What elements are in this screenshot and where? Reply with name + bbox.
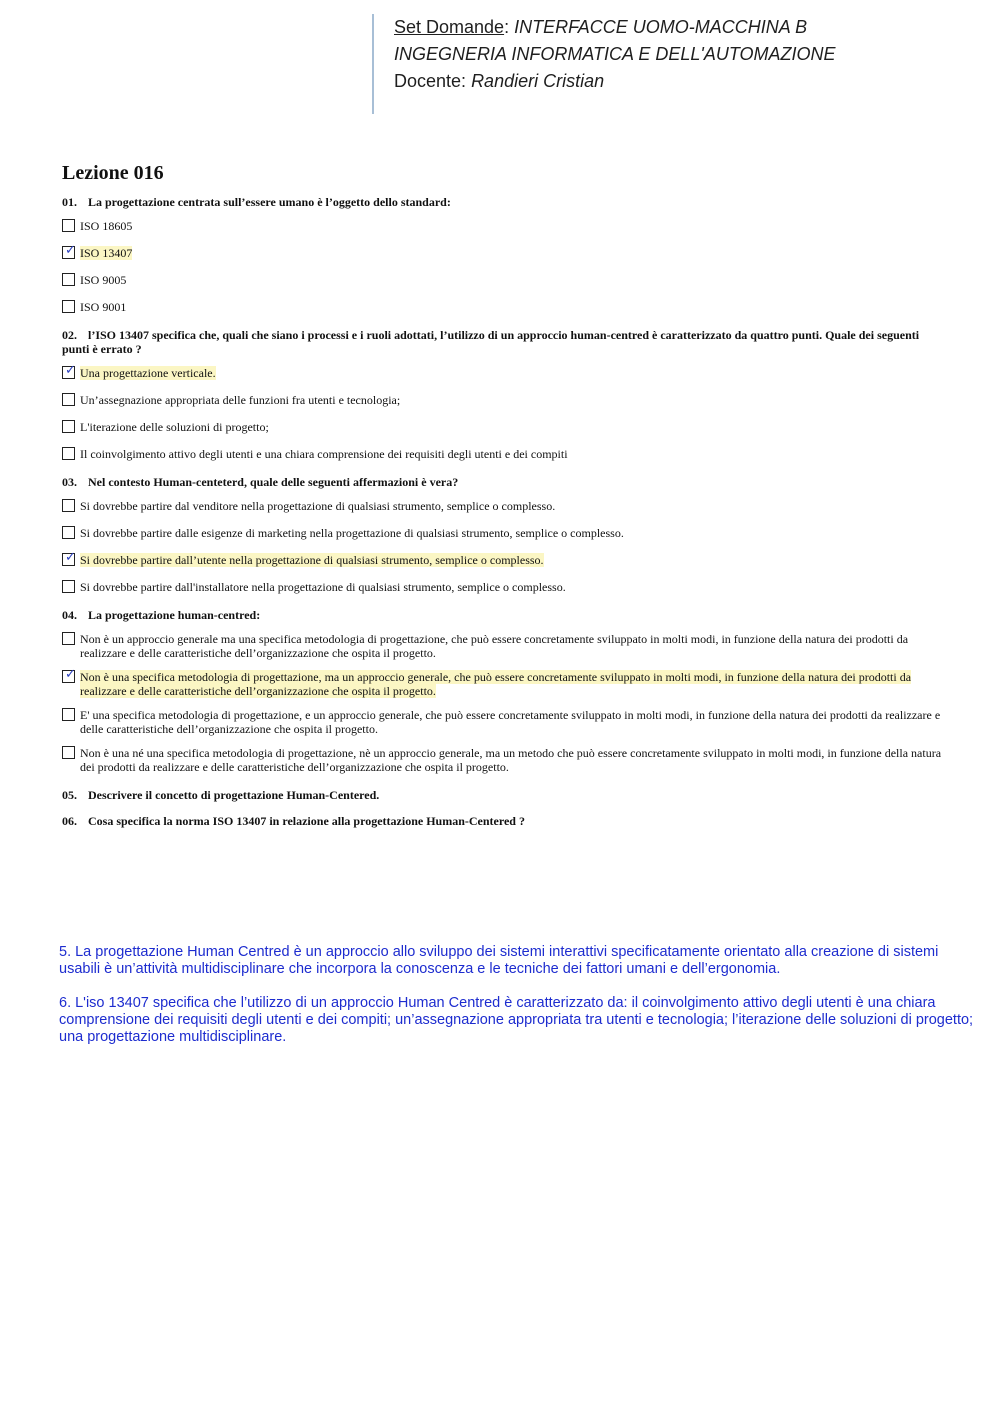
checkbox-icon[interactable] xyxy=(62,708,75,721)
option-label: Si dovrebbe partire dalle esigenze di marketing nella progettazione di qualsiasi strumento, semplice o complesso. xyxy=(80,526,624,540)
option-label: Una progettazione verticale. xyxy=(80,366,216,380)
question-block xyxy=(62,328,942,461)
lesson-title: Lezione 016 xyxy=(62,162,164,184)
question-number: 03. xyxy=(62,475,77,489)
checkbox-icon[interactable] xyxy=(62,447,75,460)
answer-option xyxy=(62,363,942,380)
course-name: INTERFACCE UOMO-MACCHINA B xyxy=(514,17,808,37)
question-number: 01. xyxy=(62,195,77,209)
answers-section xyxy=(59,944,979,1063)
header-degree-row xyxy=(394,41,954,68)
question-text xyxy=(62,475,942,489)
set-colon: : xyxy=(504,17,510,37)
option-label: ISO 13407 xyxy=(80,246,133,260)
degree-name: INGEGNERIA INFORMATICA E DELL'AUTOMAZIONE xyxy=(394,44,836,64)
answer-option xyxy=(62,300,942,314)
question-number: 04. xyxy=(62,608,77,622)
option-label: ISO 9005 xyxy=(80,273,127,287)
checkbox-icon[interactable] xyxy=(62,393,75,406)
question-block xyxy=(62,195,942,314)
header-teacher-row xyxy=(394,68,954,95)
teacher-label: Docente: xyxy=(394,71,467,91)
check-mark-icon: ✓ xyxy=(65,363,76,378)
answer-option xyxy=(62,708,942,736)
checkbox-icon[interactable] xyxy=(62,667,76,683)
checkbox-icon[interactable] xyxy=(62,300,75,313)
question-label: Nel contesto Human-centeterd, quale delle seguenti affermazioni è vera? xyxy=(88,475,459,489)
check-mark-icon: ✓ xyxy=(65,550,76,565)
question-text xyxy=(62,328,942,356)
option-label: Non è una né una specifica metodologia di progettazione, nè un approccio generale, ma un metodo che può essere concretamente sviluppato in molti modi, in funzione della natura dei prodotti da realizzare e delle caratteristiche dell’organizzazione che ospita il progetto. xyxy=(80,746,942,774)
question-label: La progettazione centrata sull’essere umano è l’oggetto dello standard: xyxy=(88,195,451,209)
check-mark-icon: ✓ xyxy=(65,667,76,682)
checkbox-icon[interactable] xyxy=(62,499,75,512)
checkbox-icon[interactable] xyxy=(62,219,75,232)
answer-option xyxy=(62,420,942,434)
answer-option xyxy=(62,219,942,233)
answer-option xyxy=(62,667,942,698)
answer-option xyxy=(62,273,942,287)
option-label: ISO 18605 xyxy=(80,219,133,233)
question-number: 05. xyxy=(62,788,77,802)
document-header xyxy=(372,14,954,114)
checkbox-icon[interactable] xyxy=(62,746,75,759)
checkbox-icon[interactable] xyxy=(62,363,76,379)
question-block xyxy=(62,475,942,594)
question-label: Cosa specifica la norma ISO 13407 in relazione alla progettazione Human-Centered ? xyxy=(88,814,525,828)
teacher-name: Randieri Cristian xyxy=(471,71,605,91)
answer-option xyxy=(62,243,942,260)
question-label: Descrivere il concetto di progettazione Human-Centered. xyxy=(88,788,380,802)
answer-option xyxy=(62,632,942,660)
option-label: E' una specifica metodologia di progettazione, e un approccio generale, che può essere concretamente sviluppato in molti modi, in funzione della natura dei prodotti da realizzare e delle caratteristiche dell’organizzazione che ospita il progetto. xyxy=(80,708,941,736)
question-text xyxy=(62,814,942,828)
option-label: Si dovrebbe partire dall’utente nella progettazione di qualsiasi strumento, semplice o complesso. xyxy=(80,553,544,567)
option-label: L'iterazione delle soluzioni di progetto; xyxy=(80,420,269,434)
checkbox-icon[interactable] xyxy=(62,243,76,259)
checkbox-icon[interactable] xyxy=(62,580,75,593)
answer-option xyxy=(62,526,942,540)
header-course-row xyxy=(394,14,954,41)
option-label: Si dovrebbe partire dal venditore nella progettazione di qualsiasi strumento, semplice o complesso. xyxy=(80,499,556,513)
checkbox-icon[interactable] xyxy=(62,420,75,433)
answer-5: 5. La progettazione Human Centred è un approccio allo sviluppo dei sistemi interattivi specificatamente orientato alla creazione di sistemi usabili è un’attività multidisciplinare che incorpora la conoscenza e le tecniche dei fattori umani e dell’ergonomia. xyxy=(59,944,939,977)
checkbox-icon[interactable] xyxy=(62,550,76,566)
question-number: 02. xyxy=(62,328,77,342)
question-text xyxy=(62,788,942,802)
question-list xyxy=(62,195,942,828)
option-label: Si dovrebbe partire dall'installatore nella progettazione di qualsiasi strumento, semplice o complesso. xyxy=(80,580,566,594)
question-text xyxy=(62,195,942,209)
checkbox-icon[interactable] xyxy=(62,273,75,286)
question-label: l’ISO 13407 specifica che, quali che siano i processi e i ruoli adottati, l’utilizzo di un approccio human-centred è caratterizzato da quattro punti. Quale dei seguenti punti è errato ? xyxy=(62,328,920,356)
option-label: Non è una specifica metodologia di progettazione, ma un approccio generale, che può essere concretamente sviluppato in molti modi, in funzione della natura dei prodotti da realizzare e delle caratteristiche dell’organizzazione che ospita il progetto. xyxy=(80,670,912,698)
checkbox-icon[interactable] xyxy=(62,632,75,645)
answer-option xyxy=(62,550,942,567)
question-label: La progettazione human-centred: xyxy=(88,608,261,622)
option-label: Non è un approccio generale ma una specifica metodologia di progettazione, che può essere concretamente sviluppato in molti modi, in funzione della natura dei prodotti da realizzare e delle caratteristiche dell’organizzazione che ospita il progetto. xyxy=(80,632,909,660)
question-block xyxy=(62,608,942,774)
option-label: Un’assegnazione appropriata delle funzioni fra utenti e tecnologia; xyxy=(80,393,401,407)
checkbox-icon[interactable] xyxy=(62,526,75,539)
answer-6: 6. L'iso 13407 specifica che l’utilizzo di un approccio Human Centred è caratterizzato da: il coinvolgimento attivo degli utenti è una chiara comprensione dei requisiti degli utenti e dei compiti; un’assegnazione appropriata tra utenti e tecnologia; l’iterazione delle soluzioni di progetto; una progettazione multidisciplinare. xyxy=(59,995,974,1045)
option-label: Il coinvolgimento attivo degli utenti e una chiara comprensione dei requisiti degli utenti e dei compiti xyxy=(80,447,568,461)
check-mark-icon: ✓ xyxy=(65,243,76,258)
set-label: Set Domande xyxy=(394,17,505,37)
question-text xyxy=(62,608,942,622)
question-number: 06. xyxy=(62,814,77,828)
question-block xyxy=(62,814,942,828)
answer-option xyxy=(62,393,942,407)
answer-option xyxy=(62,447,942,461)
questions-section xyxy=(62,162,942,840)
answer-option xyxy=(62,746,942,774)
option-label: ISO 9001 xyxy=(80,300,127,314)
question-block xyxy=(62,788,942,802)
answer-option xyxy=(62,580,942,594)
answer-option xyxy=(62,499,942,513)
